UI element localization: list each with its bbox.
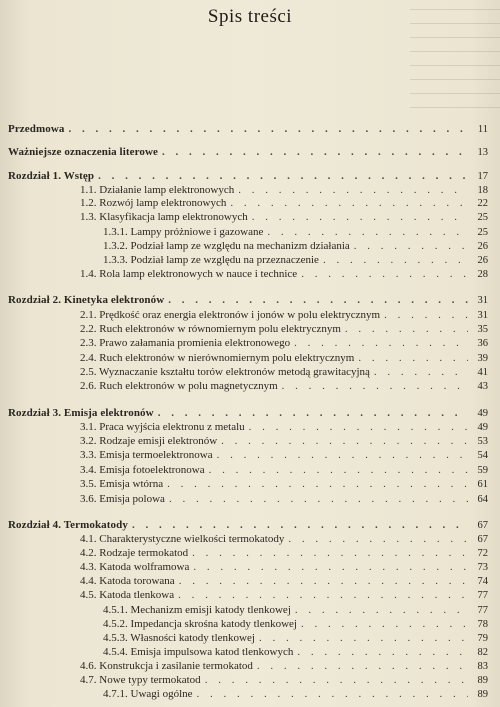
dot-leader [169, 493, 468, 506]
toc-page-number: 43 [477, 381, 488, 392]
toc-entry-label: 2.6. Ruch elektronów w polu magnetycznym [80, 380, 278, 392]
toc-entry-label: 1.3.3. Podział lamp ze względu na przeznaczenie [103, 254, 319, 266]
toc-page-number: 77 [477, 590, 488, 601]
toc-page-number: 31 [477, 310, 488, 321]
dot-leader [259, 632, 468, 645]
toc-subsection-entry [103, 226, 488, 239]
toc-page-number: 13 [477, 147, 488, 158]
toc-page-number: 35 [477, 324, 488, 335]
dot-leader [197, 688, 468, 701]
dot-leader [301, 618, 468, 631]
toc-page-number: 36 [477, 338, 488, 349]
dot-leader [301, 268, 468, 281]
toc-page-number: 49 [477, 408, 488, 419]
toc-section-entry [80, 268, 488, 281]
dot-leader [209, 464, 468, 477]
toc-entry-label: 3.1. Praca wyjścia elektronu z metalu [80, 421, 245, 433]
toc-page-number: 25 [477, 212, 488, 223]
toc-section-entry [80, 211, 488, 224]
dot-leader [358, 352, 468, 365]
dot-leader [374, 366, 468, 379]
toc-entry-label: 3.5. Emisja wtórna [80, 478, 164, 490]
toc-page-number: 49 [477, 422, 488, 433]
toc-section-entry [80, 309, 488, 322]
dot-leader [98, 170, 468, 183]
toc-section-entry [80, 380, 488, 393]
toc-chapter-entry [8, 170, 488, 183]
dot-leader [168, 294, 468, 307]
toc-entry-label: 2.3. Prawo załamania promienia elektronowego [80, 337, 291, 349]
toc-page-number: 78 [477, 619, 488, 630]
dot-leader [345, 323, 468, 336]
dot-leader [179, 575, 468, 588]
toc-page-number: 67 [477, 520, 488, 531]
toc-section-entry [80, 337, 488, 350]
toc-page-number: 83 [477, 661, 488, 672]
toc-page-number: 26 [477, 255, 488, 266]
toc-entry-label: Rozdział 2. Kinetyka elektronów [8, 294, 165, 306]
toc-section-entry [80, 575, 488, 588]
dot-leader [249, 421, 468, 434]
toc-page-number: 28 [477, 269, 488, 280]
toc-entry-label: 3.2. Rodzaje emisji elektronów [80, 435, 218, 447]
toc-entry-label: 2.4. Ruch elektronów w nierównomiernym polu elektrycznym [80, 352, 355, 364]
toc-page-number: 59 [477, 465, 488, 476]
dot-leader [297, 646, 468, 659]
dot-leader [354, 240, 468, 253]
toc-entry-label: 1.3.1. Lampy próżniowe i gazowane [103, 226, 264, 238]
dot-leader [192, 547, 468, 560]
toc-chapter-entry [8, 146, 488, 159]
toc-entry-label: 4.5.1. Mechanizm emisji katody tlenkowej [103, 604, 291, 616]
toc-entry-label: Rozdział 3. Emisja elektronów [8, 407, 154, 419]
toc-entry-label: Ważniejsze oznaczenia literowe [8, 146, 159, 158]
toc-page-number: 61 [477, 479, 488, 490]
toc-page-number: 31 [477, 295, 488, 306]
toc-entry-label: 2.5. Wyznaczanie kształtu torów elektronów metodą grawitacyjną [80, 366, 370, 378]
toc-page-number: 41 [477, 367, 488, 378]
toc-section-entry [80, 421, 488, 434]
toc-page-number: 73 [477, 562, 488, 573]
toc-section-entry [80, 197, 488, 210]
toc-section-entry [80, 184, 488, 197]
dot-leader [217, 449, 468, 462]
dot-leader [230, 197, 468, 210]
dot-leader [221, 435, 468, 448]
toc-section-entry [80, 449, 488, 462]
toc-page-number: 18 [477, 185, 488, 196]
dot-leader [267, 226, 468, 239]
toc-entry-label: 4.5.2. Impedancja skrośna katody tlenkowej [103, 618, 297, 630]
dot-leader [294, 337, 468, 350]
toc-section-entry [80, 435, 488, 448]
toc-entry-label: 1.3.2. Podział lamp ze względu na mechanizm działania [103, 240, 350, 252]
toc-section-entry [80, 366, 488, 379]
toc-section-entry [80, 493, 488, 506]
dot-leader [238, 184, 468, 197]
toc-subsection-entry [103, 604, 488, 617]
toc-entry-label: 4.2. Rodzaje termokatod [80, 547, 189, 559]
dot-leader [158, 407, 468, 420]
toc-section-entry [80, 660, 488, 673]
dot-leader [193, 561, 468, 574]
toc-page-number: 17 [477, 171, 488, 182]
toc-page-number: 72 [477, 548, 488, 559]
toc-entry-label: Rozdział 1. Wstęp [8, 170, 95, 182]
toc-page-number: 64 [477, 494, 488, 505]
toc-section-entry [80, 589, 488, 602]
toc-entry-label: 4.6. Konstrukcja i zasilanie termokatod [80, 660, 253, 672]
toc-page-number: 11 [477, 124, 488, 135]
dot-leader [384, 309, 468, 322]
toc-entry-label: 4.5.3. Własności katody tlenkowej [103, 632, 255, 644]
toc-page-number: 53 [477, 436, 488, 447]
toc-page-number: 54 [477, 450, 488, 461]
dot-leader [257, 660, 468, 673]
toc-entry-label: 2.1. Prędkość oraz energia elektronów i jonów w polu elektrycznym [80, 309, 381, 321]
dot-leader [178, 589, 468, 602]
toc-entry-label: 4.5. Katoda tlenkowa [80, 589, 175, 601]
toc-entry-label: Przedmowa [8, 123, 65, 135]
toc-section-entry [80, 561, 488, 574]
toc-section-entry [80, 547, 488, 560]
toc-chapter-entry [8, 294, 488, 307]
toc-entry-label: 4.7.1. Uwagi ogólne [103, 688, 193, 700]
dot-leader [288, 533, 468, 546]
dot-leader [282, 380, 468, 393]
toc-entry-label: 4.5.4. Emisja impulsowa katod tlenkowych [103, 646, 294, 658]
dot-leader [162, 146, 468, 159]
toc-page-number: 25 [477, 227, 488, 238]
dot-leader [132, 519, 468, 532]
toc-entry-label: 1.1. Działanie lamp elektronowych [80, 184, 235, 196]
toc-chapter-entry [8, 519, 488, 532]
dot-leader [167, 478, 468, 491]
toc-section-entry [80, 674, 488, 687]
toc-page-number: 22 [477, 198, 488, 209]
toc-page-number: 82 [477, 647, 488, 658]
dot-leader [323, 254, 468, 267]
dot-leader [252, 211, 468, 224]
toc-section-entry [80, 352, 488, 365]
toc-subsection-entry [103, 688, 488, 701]
dot-leader [295, 604, 468, 617]
toc-page-number: 89 [477, 689, 488, 700]
toc-page-number: 79 [477, 633, 488, 644]
toc-subsection-entry [103, 240, 488, 253]
dot-leader [205, 674, 468, 687]
toc-page-number: 26 [477, 241, 488, 252]
toc-entry-label: 2.2. Ruch elektronów w równomiernym polu elektrycznym [80, 323, 341, 335]
toc-page-number: 77 [477, 605, 488, 616]
toc-entry-label: 3.4. Emisja fotoelektronowa [80, 464, 205, 476]
toc-entry-label: 4.1. Charakterystyczne wielkości termokatody [80, 533, 285, 545]
toc-entry-label: 4.3. Katoda wolframowa [80, 561, 190, 573]
toc-entry-label: 3.3. Emisja termoelektronowa [80, 449, 213, 461]
dot-leader [69, 123, 469, 136]
toc-subsection-entry [103, 646, 488, 659]
toc-page-number: 89 [477, 675, 488, 686]
toc-section-entry [80, 478, 488, 491]
toc-entry-label: 4.7. Nowe typy termokatod [80, 674, 201, 686]
toc-entry-label: 4.4. Katoda torowana [80, 575, 175, 587]
toc-section-entry [80, 464, 488, 477]
toc-entry-label: 1.3. Klasyfikacja lamp elektronowych [80, 211, 248, 223]
toc-entry-label: 3.6. Emisja polowa [80, 493, 165, 505]
toc-section-entry [80, 323, 488, 336]
toc-entry-label: 1.4. Rola lamp elektronowych w nauce i technice [80, 268, 298, 280]
toc-section-entry [80, 533, 488, 546]
toc-page-number: 74 [477, 576, 488, 587]
toc-chapter-entry [8, 123, 488, 136]
toc-entry-label: Rozdział 4. Termokatody [8, 519, 128, 531]
toc-page-number: 39 [477, 353, 488, 364]
toc-subsection-entry [103, 618, 488, 631]
toc-page-number: 67 [477, 534, 488, 545]
toc-entry-label: 1.2. Rozwój lamp elektronowych [80, 197, 227, 209]
toc-subsection-entry [103, 254, 488, 267]
toc-subsection-entry [103, 632, 488, 645]
page-title: Spis treści [207, 6, 293, 27]
toc-chapter-entry [8, 407, 488, 420]
